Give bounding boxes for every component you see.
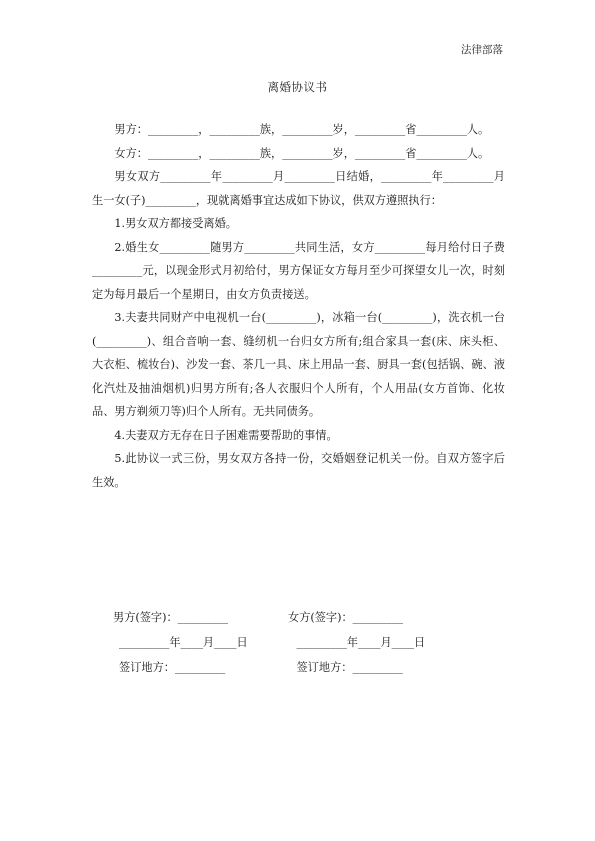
- date-row: [113, 630, 473, 655]
- document-title: 离婚协议书: [267, 80, 328, 94]
- signature-row: [113, 605, 473, 630]
- header-brand: 法律部落: [461, 44, 503, 56]
- agreement-body: [92, 118, 505, 494]
- marriage-statement: 男女双方_________年_________月_________日结婚，_________年_________月生一女(子)_________，现就离婚事宜达成如下协议，供双方遵照执行：: [92, 170, 505, 207]
- clause-5: 5.此协议一式三份，男女双方各持一份，交婚姻登记机关一份。自双方签字后生效。: [92, 452, 505, 489]
- signature-block: [113, 605, 473, 680]
- place-row: [113, 655, 473, 680]
- female-sign-date: _________年____月____日: [296, 636, 426, 649]
- female-sign-place: 签订地方：_________: [296, 661, 403, 674]
- male-party-info: 男方：_________，_________族，_________岁，_________省_________人。: [114, 123, 490, 136]
- male-signature: 男方(签字)：_________: [113, 611, 229, 624]
- female-party-info: 女方：_________，_________族，_________岁，_________省_________人。: [114, 146, 490, 160]
- male-sign-place: 签订地方：_________: [119, 661, 226, 674]
- clause-1: 1.男女双方都接受离婚。: [114, 217, 237, 230]
- clause-3: 3.夫妻共同财产中电视机一台(_________)，冰箱一台(_________)，洗衣机一台(_________)、组合音响一套、缝纫机一台归女方所有;组合家具一套(床、床头柜、大衣柜、梳妆台)、沙发一套、茶几一具、床上用品一套、厨具一套(包括锅、碗、液化汽灶及抽油烟机)归男方所有;各人衣服归个人所有，个人用品(女方首饰、化妆品、男方剃须刀等)归个人所有。无共同债务。: [92, 311, 505, 418]
- male-sign-date: _________年____月____日: [119, 636, 248, 649]
- clause-4: 4.夫妻双方无存在日子困难需要帮助的事情。: [114, 428, 338, 442]
- female-signature: 女方(签字)：_________: [288, 611, 404, 624]
- clause-2: 2.婚生女_________随男方_________共同生活，女方_________每月给付日子费_________元，以现金形式月初给付，男方保证女方每月至少可探望女儿一次，时刻定为每月最后一个星期日，由女方负责接送。: [92, 240, 505, 301]
